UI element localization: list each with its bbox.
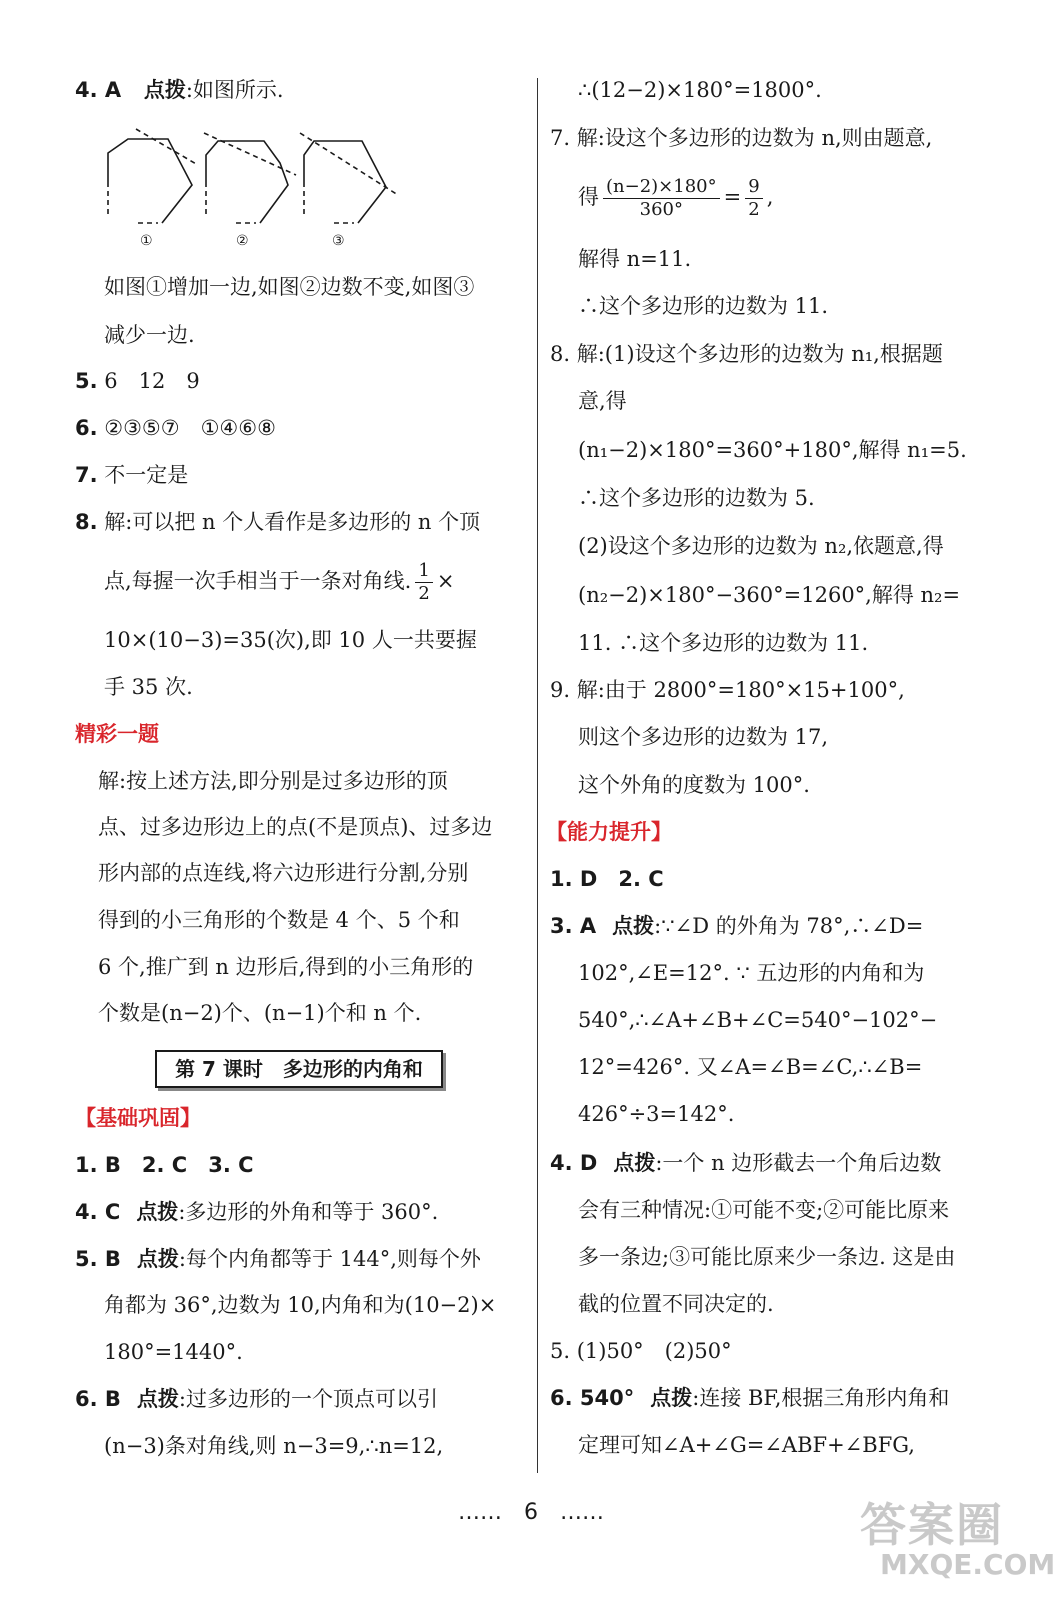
page-number: …… 6 …… [458,1500,604,1525]
n4-tip: 点拨 [613,1151,656,1175]
b4-text: :多边形的外角和等于 360°. [178,1200,439,1224]
r-q7-de: 得 [578,185,599,209]
jingcai-line-1: 解:按上述方法,即分别是过多边形的顶 [98,769,448,793]
n4-head: 4. D [550,1151,598,1175]
q8-line-3: 10×(10−3)=35(次),即 10 人一共要握 [104,628,477,652]
lesson-title: 第 7 课时 多边形的内角和 [155,1050,443,1088]
b5-line-2: 角都为 36°,边数为 10,内角和为(10−2)× [104,1293,497,1317]
q4-line [75,75,284,105]
b4-line [75,1197,438,1227]
q6-answer: ②③⑤⑦ ①④⑥⑧ [104,416,276,440]
q8-line-2 [104,560,454,605]
n5-line: 5. (1)50° (2)50° [550,1339,732,1363]
watermark-logo: 答案圈 [860,1498,1004,1552]
r-q8-line-2: 意,得 [578,389,627,413]
figure-label-1: ① [140,233,153,249]
b5-line-3: 180°=1440°. [104,1340,243,1364]
q8-line-1: 8. 解:可以把 n 个人看作是多边形的 n 个顶 [75,510,481,534]
q8-times: × [436,569,455,593]
r-q7-eq: = [723,185,742,209]
r-q8-line-3: (n₁−2)×180°=360°+180°,解得 n₁=5. [578,438,967,462]
n4-text: :一个 n 边形截去一个角后边数 [655,1151,942,1175]
r-q9-line-1: 9. 解:由于 2800°=180°×15+100°, [550,678,905,702]
b6-tip: 点拨 [136,1387,179,1411]
watermark [860,1500,1055,1580]
r-q7-frac2-num: 9 [745,176,762,199]
r-q7-fraction [603,176,720,221]
b5-tip: 点拨 [136,1247,179,1271]
q8-fraction [415,560,432,605]
n3-tip: 点拨 [612,914,655,938]
q4-text: :如图所示. [185,78,284,102]
q8-line-4: 手 35 次. [104,675,193,699]
n6-line [550,1383,949,1413]
jingcai-line-4: 得到的小三角形的个数是 4 个、5 个和 [98,908,460,932]
b6-line-2: (n−3)条对角线,则 n−3=9,∴n=12, [104,1434,444,1458]
jingcai-line-3: 形内部的点连线,将六边形进行分割,分别 [98,861,469,885]
q6-line: 6. ②③⑤⑦ ①④⑥⑧ [75,416,276,440]
r-q8-line-1: 8. 解:(1)设这个多边形的边数为 n₁,根据题 [550,342,943,366]
r-q7-line-1: 7. 解:设这个多边形的边数为 n,则由题意, [550,126,933,150]
r-q7-fraction-2 [745,176,762,221]
column-divider [537,78,538,1473]
n4-line [550,1148,941,1178]
n6-text: :连接 BF,根据三角形内角和 [692,1386,950,1410]
n6-tip: 点拨 [650,1386,693,1410]
q8-text-2: 点,每握一次手相当于一条对角线. [104,569,412,593]
q4-tip: 点拨 [143,78,186,102]
r-q9-line-3: 这个外角的度数为 100°. [578,773,810,797]
r-q7-frac-den: 360° [639,199,683,220]
n1-line [550,864,664,894]
watermark-url: MXQE.COM [880,1548,1056,1581]
q7-answer: 不一定是 [104,463,189,487]
r-q8-line-6: (n₂−2)×180°−360°=1260°,解得 n₂= [578,583,961,607]
b5-text: :每个内角都等于 144°,则每个外 [178,1247,481,1271]
q8-frac-num: 1 [415,560,432,583]
b4-tip: 点拨 [136,1200,179,1224]
b1-line [75,1150,254,1180]
n6-head: 6. 540° [550,1386,635,1410]
nengli-title: 【能力提升】 [546,820,672,844]
jingcai-line-2: 点、过多边形边上的点(不是顶点)、过多边 [98,815,493,839]
r-q7-line-4: ∴这个多边形的边数为 11. [578,294,829,318]
r-q8-line-5: (2)设这个多边形的边数为 n₂,依题意,得 [578,534,944,558]
b6-text: :过多边形的一个顶点可以引 [178,1387,438,1411]
q8-frac-den: 2 [418,583,430,604]
r-q8-line-4: ∴这个多边形的边数为 5. [578,486,815,510]
polygon-cut-figure [100,125,410,255]
jichu-title: 【基础巩固】 [75,1106,201,1130]
q7-line: 7. 不一定是 [75,463,189,487]
b6-head: 6. B [75,1387,121,1411]
n3-line [550,911,923,941]
b4-head: 4. C [75,1200,121,1224]
q8-text-1: 解:可以把 n 个人看作是多边形的 n 个顶 [104,510,481,534]
q5-answer: 6 12 9 [104,369,200,393]
jingcai-line-5: 6 个,推广到 n 边形后,得到的小三角形的 [98,955,474,979]
n3-line-3: 540°,∴∠A+∠B+∠C=540°−102°− [578,1008,938,1032]
b5-line [75,1244,481,1274]
n3-text: :∵∠D 的外角为 78°,∴∠D= [654,914,924,938]
n3-line-4: 12°=426°. 又∠A=∠B=∠C,∴∠B= [578,1055,923,1079]
q4-line-2: 如图①增加一边,如图②边数不变,如图③ [104,275,475,299]
n3-line-5: 426°÷3=142°. [578,1102,735,1126]
n3-head: 3. A [550,914,597,938]
figure-label-2: ② [236,233,249,249]
n3-line-2: 102°,∠E=12°. ∵ 五边形的内角和为 [578,961,925,985]
r-q7-comma: , [766,185,774,209]
n1-answers: 1. D 2. C [550,867,664,891]
r-q7-frac-num: (n−2)×180° [603,176,720,199]
b5-head: 5. B [75,1247,121,1271]
r-q7-frac2-den: 2 [748,199,760,220]
r0-line: ∴(12−2)×180°=1800°. [578,78,822,102]
r-q8-line-7: 11. ∴这个多边形的边数为 11. [578,631,869,655]
n4-line-3: 多一条边;③可能比原来少一条边. 这是由 [578,1245,956,1269]
b1-answers: 1. B 2. C 3. C [75,1153,254,1177]
n4-line-2: 会有三种情况:①可能不变;②可能比原来 [578,1198,950,1222]
figure-label-3: ③ [332,233,345,249]
n6-line-2: 定理可知∠A+∠G=∠ABF+∠BFG, [578,1433,915,1457]
jingcai-title: 精彩一题 [75,722,159,746]
n4-line-4: 截的位置不同决定的. [578,1292,774,1316]
jingcai-line-6: 个数是(n−2)个、(n−1)个和 n 个. [98,1001,422,1025]
r-q7-line-3: 解得 n=11. [578,247,692,271]
q5-line: 5. 6 12 9 [75,369,200,393]
b6-line [75,1384,438,1414]
r-q9-line-2: 则这个多边形的边数为 17, [578,725,829,749]
r-q7-line-2 [578,176,773,221]
q4-line-3: 减少一边. [104,323,195,347]
q4-head: 4. A [75,78,122,102]
